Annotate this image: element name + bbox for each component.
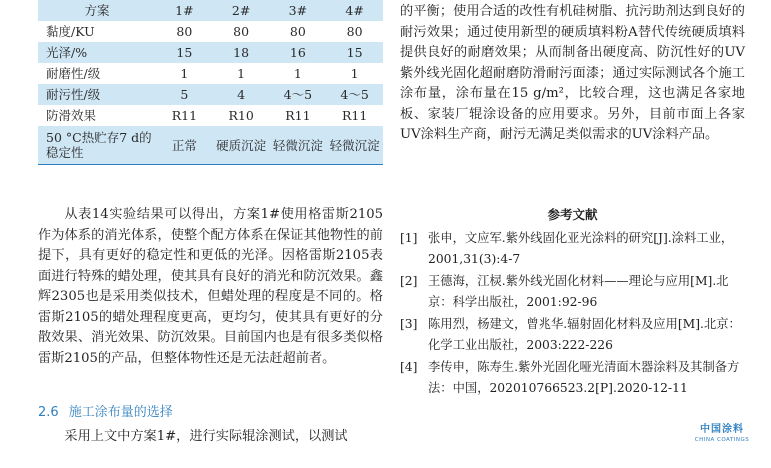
reference-number: [4] — [400, 360, 418, 374]
reference-number: [2] — [400, 274, 418, 288]
row-label: 防滑效果 — [46, 108, 97, 123]
reference-text: 李传申，陈寿生.紫外光固化哑光清面木器涂料及其制备方法：中国，202010766523.2[P].2020-12-11 — [428, 360, 740, 395]
table-cell: 80 — [233, 24, 250, 39]
china-coatings-logo — [683, 424, 761, 444]
section-heading — [38, 404, 383, 422]
table-cell: 硬质沉淀 — [213, 126, 270, 165]
table-cell: 18 — [213, 42, 270, 63]
table-row — [38, 105, 383, 126]
table-header-cell: 1# — [156, 0, 213, 21]
table-header-cell: 4# — [326, 0, 383, 21]
reference-item — [400, 357, 745, 398]
reference-text: 陈用烈，杨建文，曾兆华.辐射固化材料及应用[M].北京：化学工业出版社，2003:222-226 — [428, 317, 741, 352]
left-column — [38, 0, 383, 444]
table-cell: R11 — [171, 108, 198, 123]
section-number: 2.6 — [38, 405, 59, 420]
reference-item — [400, 314, 745, 355]
table-cell: 5 — [156, 84, 213, 105]
references-title: 参考文献 — [547, 207, 598, 222]
reference-number: [3] — [400, 317, 418, 331]
table-row — [38, 126, 383, 165]
row-label: 黏度/KU — [46, 24, 95, 39]
table-cell: 80 — [346, 24, 363, 39]
body-paragraph: 采用上文中方案1#，进行实际辊涂测试，以测试 — [64, 429, 348, 444]
references-list — [400, 228, 745, 400]
table-cell: 15 — [156, 42, 213, 63]
table-header-cell: 2# — [213, 0, 270, 21]
table-row — [38, 21, 383, 42]
table-cell: 1 — [180, 66, 189, 81]
reference-item — [400, 228, 745, 269]
row-label: 光泽/% — [38, 42, 156, 63]
table-cell: 1 — [350, 66, 359, 81]
table-cell: 1 — [293, 66, 302, 81]
table-header-cell: 3# — [270, 0, 327, 21]
table-header-cell: 方案 — [38, 0, 156, 21]
row-label: 50 °C热贮存7 d的稳定性 — [38, 126, 156, 165]
table-row — [38, 84, 383, 105]
row-label: 耐污性/级 — [38, 84, 156, 105]
table-cell: 16 — [270, 42, 327, 63]
body-paragraph: 从表14实验结果可以得出，方案1#使用格雷斯2105作为体系的消光体系，使整个配方体系在保证其他物性的前提下，具有更好的稳定性和更低的光泽。因格雷斯2105表面进行特殊的蜡处理，使其具有良好的消光和防沉效果。鑫辉2305也是采用类似技术，但蜡处理的程度是不同的。格雷斯2105的蜡处理程度更高，更均匀，使其具有更好的分散效果、消光效果、防沉效果。目前国内也是有很多类似格雷斯2105的产品，但整体物性还是无法赶超前者。 — [38, 207, 383, 366]
row-label: 耐磨性/级 — [46, 66, 101, 81]
reference-item — [400, 271, 745, 312]
table-cell: 4 — [213, 84, 270, 105]
reference-number: [1] — [400, 231, 418, 245]
table-row — [38, 63, 383, 84]
table-cell: 4～5 — [326, 84, 383, 105]
reference-text: 王德海，江棂.紫外线光固化材料——理论与应用[M].北京：科学出版社，2001:92-96 — [428, 274, 729, 309]
table-cell: 轻微沉淀 — [270, 126, 327, 165]
table-cell: 80 — [176, 24, 193, 39]
table-cell: 80 — [289, 24, 306, 39]
table-cell: 1 — [237, 66, 246, 81]
logo-english-text: CHINA COATINGS — [694, 437, 750, 443]
table-row — [38, 42, 383, 63]
table-header-row — [38, 0, 383, 21]
table-cell: R11 — [285, 108, 311, 123]
table-cell: R11 — [341, 108, 368, 123]
table-cell: 15 — [326, 42, 383, 63]
table-cell: R10 — [228, 108, 254, 123]
section-title: 施工涂布量的选择 — [68, 405, 173, 420]
logo-chinese-text: 中国涂料 — [700, 424, 744, 435]
reference-text: 张申，文应军.紫外线固化亚光涂料的研究[J].涂料工业，2001,31(3):4-7 — [428, 231, 734, 266]
table-cell: 4～5 — [270, 84, 327, 105]
table-cell: 正常 — [156, 126, 213, 165]
body-paragraph: 的平衡；使用合适的改性有机硅树脂、抗污助剂达到良好的耐污效果；通过使用新型的硬质填料粉A替代传统硬质填料提供良好的耐磨效果；从而制备出硬度高、防沉性好的UV紫外线光固化超耐磨防滑耐污面漆；通过实际测试各个施工涂布量，涂布量在15 g/m²，比较合理，这也满足各家地板、家装厂辊涂设备的应用要求。另外，目前市面上各家UV涂料生产商，耐污无满足类似需求的UV涂料产品。 — [400, 4, 745, 142]
table-cell: 轻微沉淀 — [326, 126, 383, 165]
results-table — [38, 0, 383, 165]
